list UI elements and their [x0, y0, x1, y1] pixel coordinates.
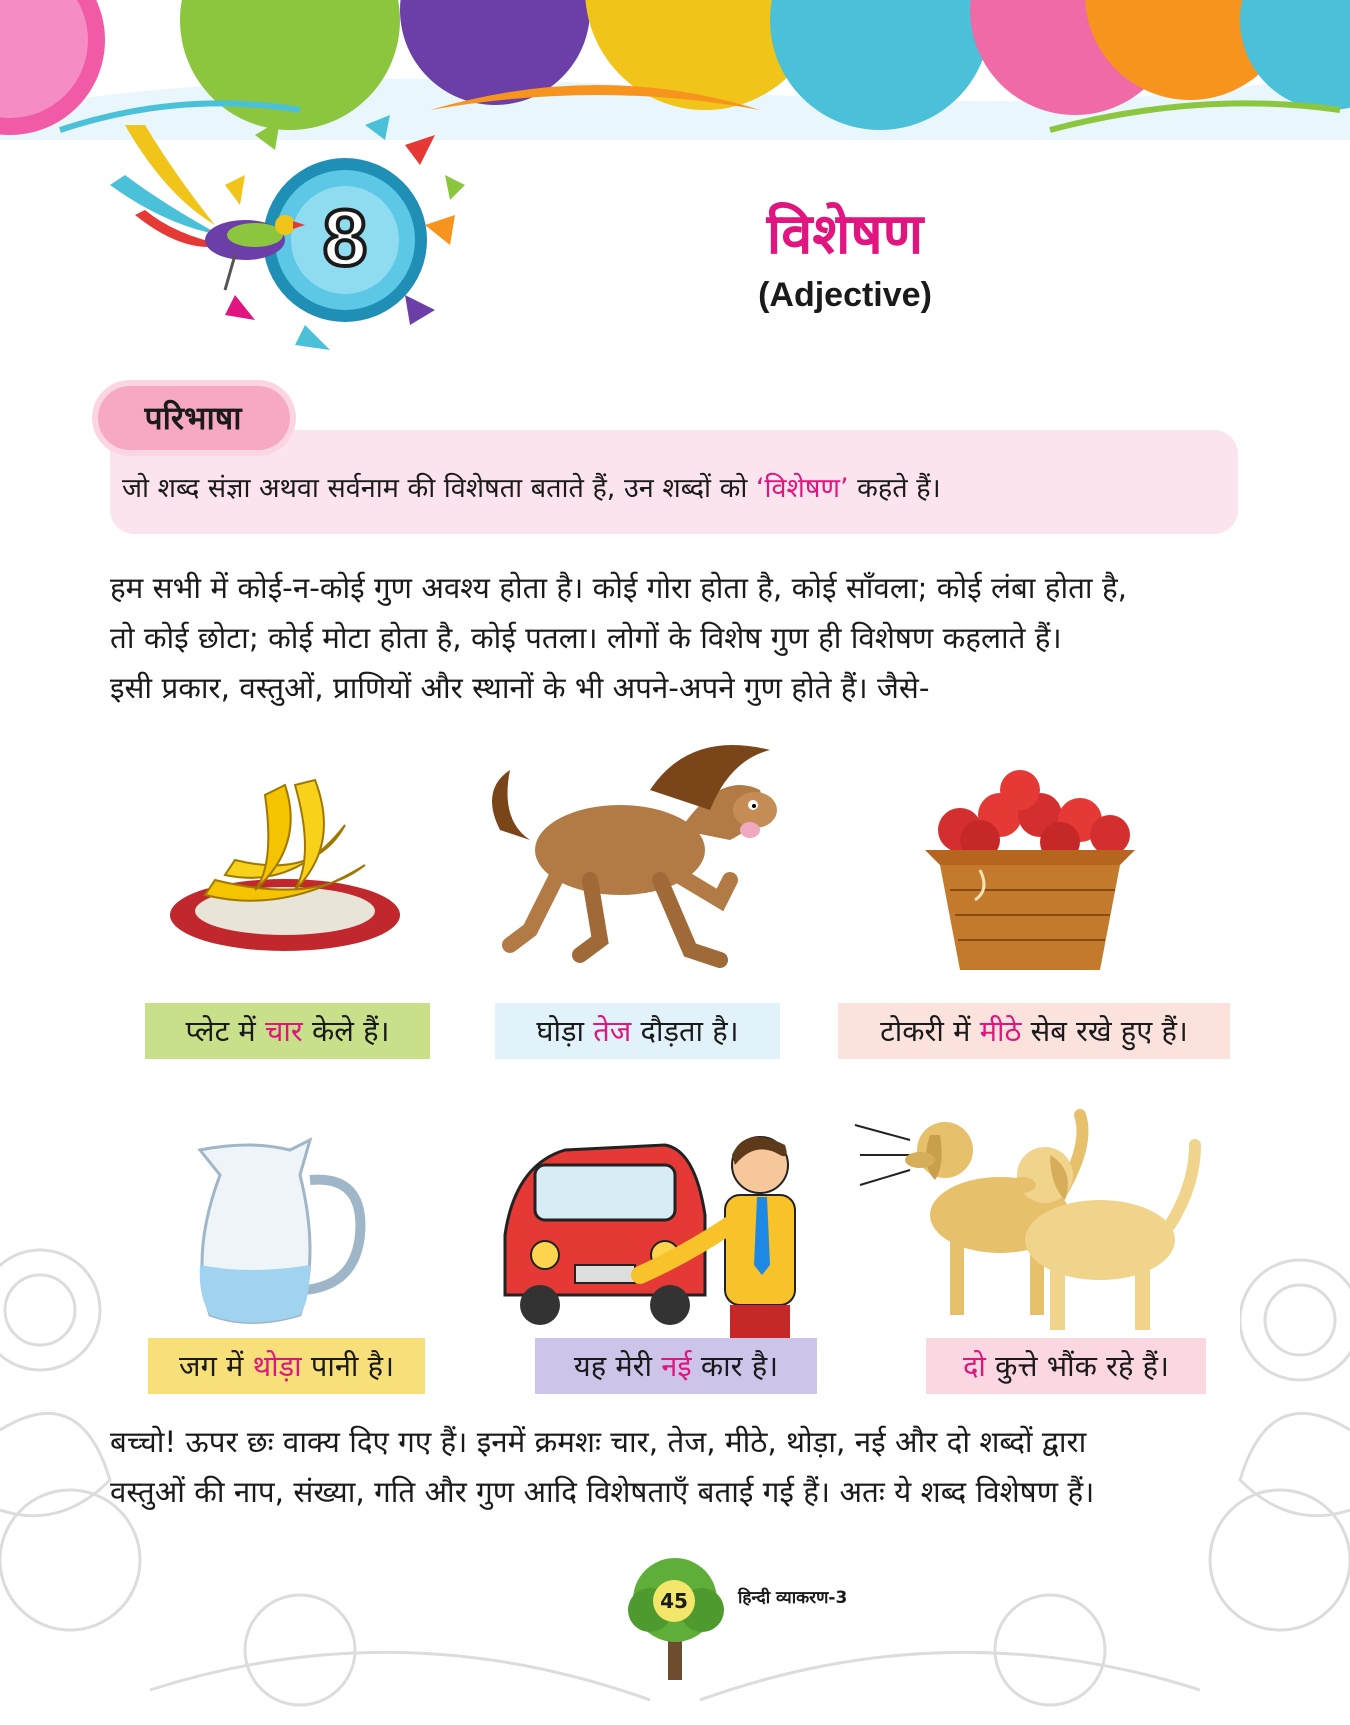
definition-highlight: ‘विशेषण’	[755, 473, 849, 504]
example-caption-2: घोड़ा तेज दौड़ता है।	[495, 1003, 780, 1059]
adjective-word: नई	[661, 1349, 692, 1383]
book-title: हिन्दी व्याकरण-3	[738, 1588, 848, 1608]
conclusion-line-1: बच्चो! ऊपर छः वाक्य दिए गए हैं। इनमें क्रमशः चार, तेज, मीठे, थोड़ा, नई और दो शब्दों द्वारा	[110, 1425, 1087, 1459]
intro-line-3: इसी प्रकार, वस्तुओं, प्राणियों और स्थानों के भी अपने-अपने गुण होते हैं। जैसे-	[110, 671, 930, 705]
adjective-word: चार	[264, 1014, 303, 1048]
example-caption-6: दो कुत्ते भौंक रहे हैं।	[926, 1338, 1206, 1394]
intro-line-2: तो कोई छोटा; कोई मोटा होता है, कोई पतला। लोगों के विशेष गुण ही विशेषण कहलाते हैं।	[110, 621, 1062, 655]
page-number: 45	[653, 1580, 695, 1622]
adjective-word: दो	[963, 1349, 986, 1383]
adjective-word: थोड़ा	[252, 1349, 302, 1383]
definition-tab	[98, 386, 290, 450]
chapter-badge	[105, 115, 485, 355]
conclusion-line-2: वस्तुओं की नाप, संख्या, गति और गुण आदि विशेषताएँ बताई गई हैं। अतः ये शब्द विशेषण हैं।	[110, 1475, 1095, 1509]
example-caption-1: प्लेट में चार केले हैं।	[145, 1003, 430, 1059]
definition-text: जो शब्द संज्ञा अथवा सर्वनाम की विशेषता बताते हैं, उन शब्दों को ‘विशेषण’ कहते हैं।	[122, 473, 941, 504]
example-caption-3: टोकरी में मीठे सेब रखे हुए हैं।	[838, 1003, 1230, 1059]
example-caption-5: यह मेरी नई कार है।	[535, 1338, 817, 1394]
man-with-car-icon	[495, 1125, 840, 1350]
intro-line-1: हम सभी में कोई-न-कोई गुण अवश्य होता है। कोई गोरा होता है, कोई साँवला; कोई लंबा होता है,	[110, 571, 1127, 605]
chapter-number: 8	[322, 193, 368, 282]
adjective-word: मीठे	[979, 1014, 1022, 1048]
barking-dogs-icon	[850, 1105, 1220, 1335]
banana-plate-icon	[165, 755, 405, 955]
chapter-title-hindi: विशेषण	[766, 202, 924, 267]
definition-tab-label: परिभाषा	[144, 399, 242, 437]
running-horse-icon	[470, 730, 820, 990]
water-jug-icon	[190, 1135, 390, 1335]
example-caption-4: जग में थोड़ा पानी है।	[148, 1338, 425, 1394]
adjective-word: तेज	[593, 1014, 632, 1048]
chapter-title-english: (Adjective)	[758, 276, 932, 314]
apple-basket-icon	[920, 760, 1140, 980]
